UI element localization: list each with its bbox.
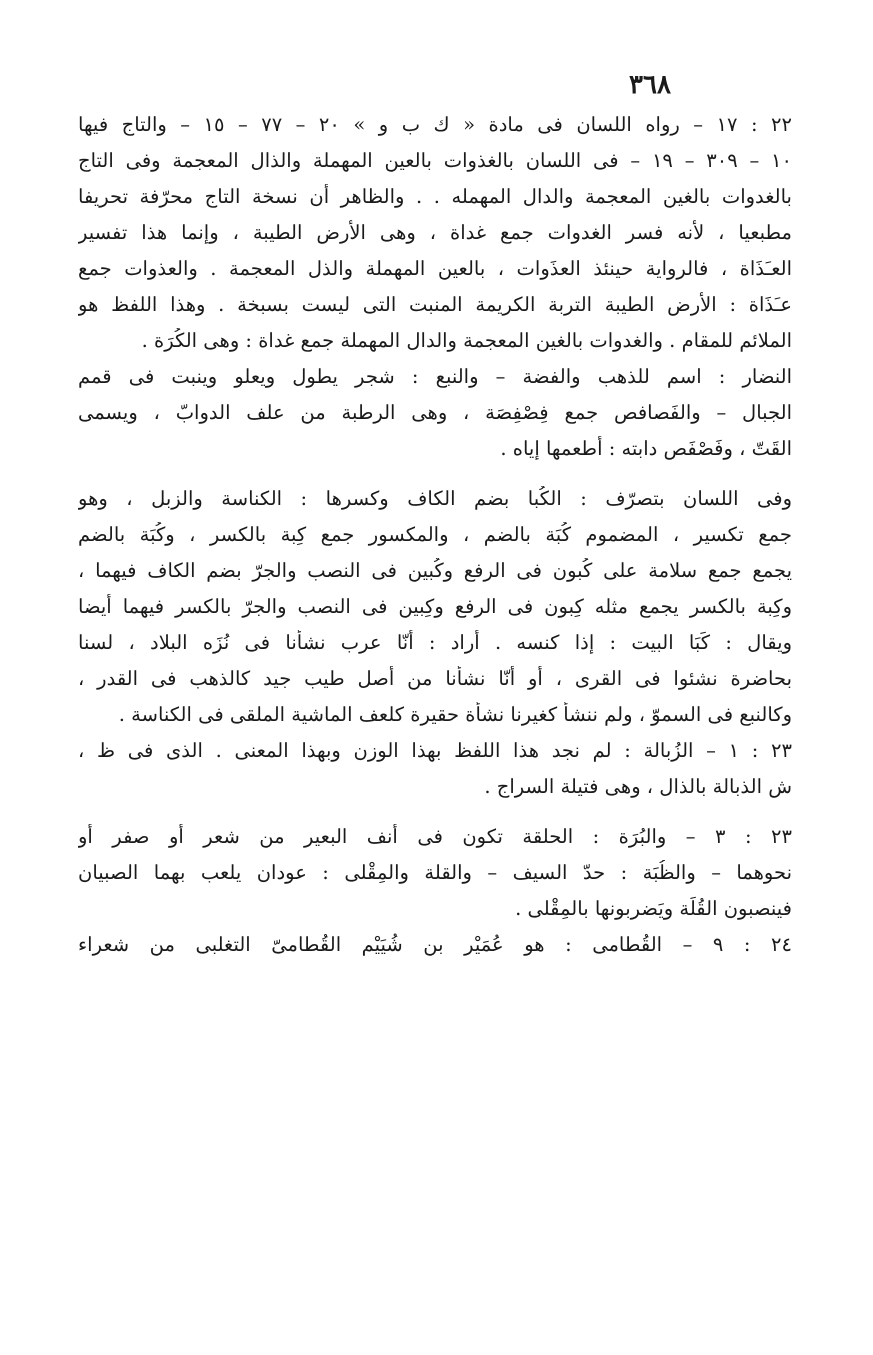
text-line: بحاضرة نشئوا فى القرى ، أو أنّا نشأنا من أصل طيب جيد كالذهب فى القدر ،: [78, 667, 792, 690]
text-line: ش الذبالة بالذال ، وهى فتيلة السراج .: [484, 775, 792, 798]
paragraph: [78, 112, 792, 364]
text-line: ٢٣ : ١ – الزُبالة : لم نجد هذا اللفظ بهذا الوزن وبهذا المعنى . الذى فى ظ ،: [78, 739, 792, 762]
text-line: ويقال : كَبَا البيت : إذا كنسه . أراد : أنّا عرب نشأنا فى نُزَه البلاد ، لسنا: [78, 631, 792, 654]
text-line: ٢٤ : ٩ – القُطامى : هو عُمَيْر بن شُيَيْم القُطامىّ التغلبى من شعراء: [78, 933, 792, 956]
text-line: عـَذَاة : الأرض الطيبة التربة الكريمة المنبت التى ليست بسبخة . وهذا اللفظ هو: [78, 293, 792, 316]
paragraph: [78, 932, 792, 968]
paragraph: [78, 824, 792, 932]
paragraph: [78, 364, 792, 472]
text-line: وكالنبع فى السموّ ، ولم ننشأ كغيرنا نشأة حقيرة كلعف الماشية الملقى فى الكناسة .: [118, 703, 792, 726]
page-body: [78, 112, 792, 968]
paragraph-gap: [78, 472, 792, 486]
paragraph-gap: [78, 810, 792, 824]
text-line: وكِبة بالكسر يجمع مثله كِبون فى الرفع وكِبين فى النصب والجرّ بالكسر فيهما أيضا: [78, 595, 792, 618]
text-line: ١٠ – ٣٠٩ – ١٩ – فى اللسان بالغذوات بالعين المهملة والذال المعجمة وفى التاج: [78, 149, 792, 172]
text-line: الجبال – والفَصافص جمع فِصْفِصَة ، وهى الرطبة من علف الدوابّ ، ويسمى: [78, 401, 792, 424]
paragraph: [78, 486, 792, 738]
text-line: يجمع جمع سلامة على كُبون فى الرفع وكُبين فى النصب والجرّ بضم الكاف فيهما ،: [78, 559, 792, 582]
text-line: ٢٢ : ١٧ – رواه اللسان فى مادة « ك ب و » ٢٠ – ٧٧ – ١٥ – والتاج فيها: [78, 113, 792, 136]
text-line: بالغدوات بالغين المعجمة والدال المهمله . . والظاهر أن نسخة التاج محرّفة تحريفا: [78, 185, 792, 208]
page-number: ٣٦٨: [629, 70, 671, 100]
text-line: جمع تكسير ، المضموم كُبَة بالضم ، والمكسور جمع كِبة بالكسر ، وكُبَة بالضم: [78, 523, 792, 546]
text-line: نحوهما – والظُبَة : حدّ السيف – والقلة والمِقْلى : عودان يلعب بهما الصبيان: [78, 861, 792, 884]
text-line: فينصبون القُلَة ويَضربونها بالمِقْلى .: [515, 897, 792, 920]
text-line: النضار : اسم للذهب والفضة – والنبع : شجر يطول ويعلو وينبت فى قمم: [78, 365, 792, 388]
text-line: مطبعيا ، لأنه فسر الغدوات جمع غداة ، وهى الأرض الطيبة ، وإنما هذا تفسير: [78, 221, 792, 244]
text-line: وفى اللسان بتصرّف : الكُبا بضم الكاف وكسرها : الكناسة والزبل ، وهو: [78, 487, 792, 510]
text-line: ٢٣ : ٣ – والبُرَة : الحلقة تكون فى أنف البعير من شعر أو صفر أو: [78, 825, 792, 848]
text-line: العـَذَاة ، فالرواية حينئذ العذَوات ، بالعين المهملة والذل المعجمة . والعذوات جمع: [78, 257, 792, 280]
paragraph: [78, 738, 792, 810]
text-line: الملائم للمقام . والغدوات بالغين المعجمة والدال المهملة جمع غداة : وهى الكُرَة .: [141, 329, 792, 352]
text-line: القَتّ ، وفَصْفَص دابته : أطعمها إياه .: [500, 437, 792, 460]
